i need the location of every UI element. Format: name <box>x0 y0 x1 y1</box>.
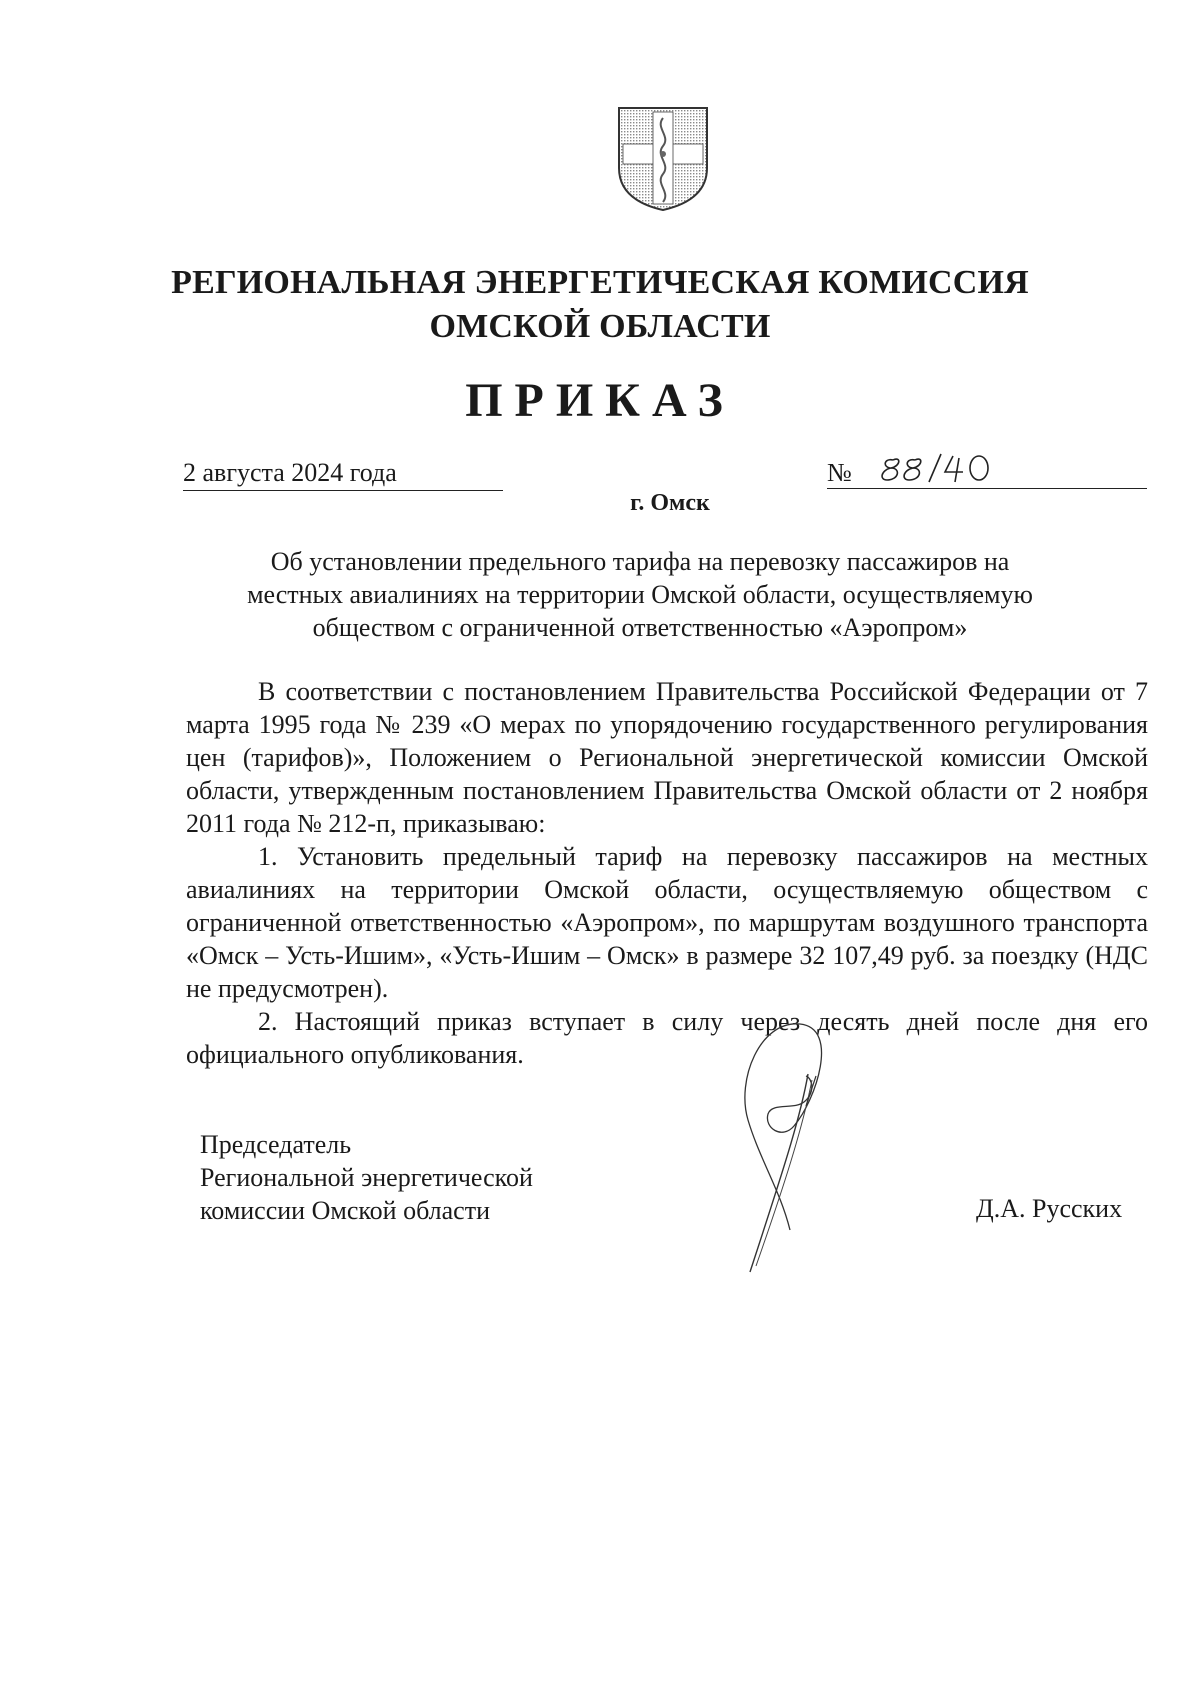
clause-2-paragraph: 2. Настоящий приказ вступает в силу через десять дней после дня его официального опубликования. <box>186 1007 1148 1069</box>
signatory-name: Д.А. Русских <box>976 1194 1123 1223</box>
signatory-title-line: комиссии Омской области <box>200 1196 490 1225</box>
organization-name-line1: РЕГИОНАЛЬНАЯ ЭНЕРГЕТИЧЕСКАЯ КОМИССИЯ <box>171 264 1029 301</box>
number-sign: № <box>827 458 852 487</box>
subject-line: Об установлении предельного тарифа на перевозку пассажиров на <box>270 547 1010 576</box>
document-date: 2 августа 2024 года <box>183 458 503 491</box>
clause-1-paragraph: 1. Установить предельный тариф на перевозку пассажиров на местных авиалиниях на территории Омской области, осуществляемую обществом с ограниченной ответственностью «Аэропром», по маршрутам воздушного транспорта «Омск – Усть-Ишим», «Усть-Ишим – Омск» в размере 32 107,49 руб. за поездку (НДС не предусмотрен). <box>186 842 1148 1003</box>
coat-of-arms-icon <box>615 104 711 214</box>
document-subject <box>200 545 1080 644</box>
handwritten-signature <box>720 1010 880 1280</box>
handwritten-document-number <box>875 450 1005 486</box>
document-city: г. Омск <box>630 490 710 516</box>
signatory-title <box>200 1128 533 1227</box>
signatory-title-line: Председатель <box>200 1130 352 1159</box>
document-title: ПРИКАЗ <box>465 374 735 427</box>
signatory-title-line: Региональной энергетической <box>200 1163 533 1192</box>
preamble-paragraph: В соответствии с постановлением Правительства Российской Федерации от 7 марта 1995 года № 239 «О мерах по упорядочению государственного регулирования цен (тарифов)», Положением о Региональной энергетической комиссии Омской области, утвержденным постановлением Правительства Омской области от 2 ноября 2011 года № 212-п, приказываю: <box>186 677 1148 838</box>
document-body <box>186 675 1148 1071</box>
document-number-field <box>827 450 1147 489</box>
subject-line: местных авиалиниях на территории Омской области, осуществляемую <box>247 580 1033 609</box>
organization-name-line2: ОМСКОЙ ОБЛАСТИ <box>429 308 771 345</box>
subject-line: обществом с ограниченной ответственностью «Аэропром» <box>312 613 968 642</box>
